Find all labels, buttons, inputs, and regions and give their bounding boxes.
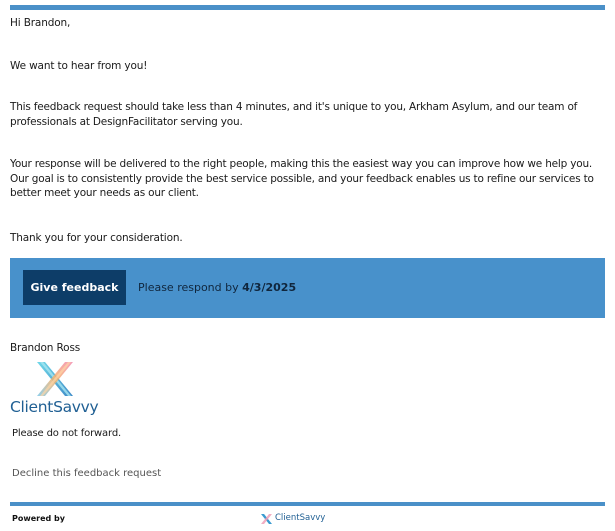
footer-clientsavvy-logo bbox=[260, 513, 330, 526]
signature-name: Brandon Ross bbox=[10, 342, 81, 354]
feedback-banner bbox=[10, 258, 605, 318]
paragraph-duration: This feedback request should take less than 4 minutes, and it's unique to you, Arkham Asylum, and our team of professionals at DesignFacilitator serving you. bbox=[10, 101, 578, 128]
respond-by-date: 4/3/2025 bbox=[242, 281, 297, 294]
decline-request-link[interactable]: Decline this feedback request bbox=[12, 468, 162, 479]
paragraph-purpose: Your response will be delivered to the right people, making this the easiest way you can improve how we help you. Our goal is to consistently provide the best service possible, and your feedback enables us to refine our services to better meet your needs as our client. bbox=[10, 158, 594, 199]
footer-logo-wordmark: ClientSavvy bbox=[275, 513, 326, 523]
footer-x-icon bbox=[260, 513, 273, 525]
give-feedback-button[interactable]: Give feedback bbox=[23, 270, 126, 305]
respond-by-text bbox=[138, 281, 296, 294]
greeting: Hi Brandon, bbox=[10, 17, 71, 29]
powered-by-label: Powered by bbox=[12, 514, 65, 523]
clientsavvy-logo bbox=[10, 360, 105, 418]
thanks-line: Thank you for your consideration. bbox=[10, 232, 183, 244]
respond-by-label: Please respond by bbox=[138, 281, 239, 294]
footer-rule bbox=[10, 502, 605, 506]
intro-line: We want to hear from you! bbox=[10, 60, 148, 72]
do-not-forward-note: Please do not forward. bbox=[12, 428, 122, 439]
logo-wordmark: ClientSavvy bbox=[10, 398, 99, 416]
header-rule bbox=[10, 5, 605, 10]
clientsavvy-x-icon bbox=[10, 360, 105, 400]
